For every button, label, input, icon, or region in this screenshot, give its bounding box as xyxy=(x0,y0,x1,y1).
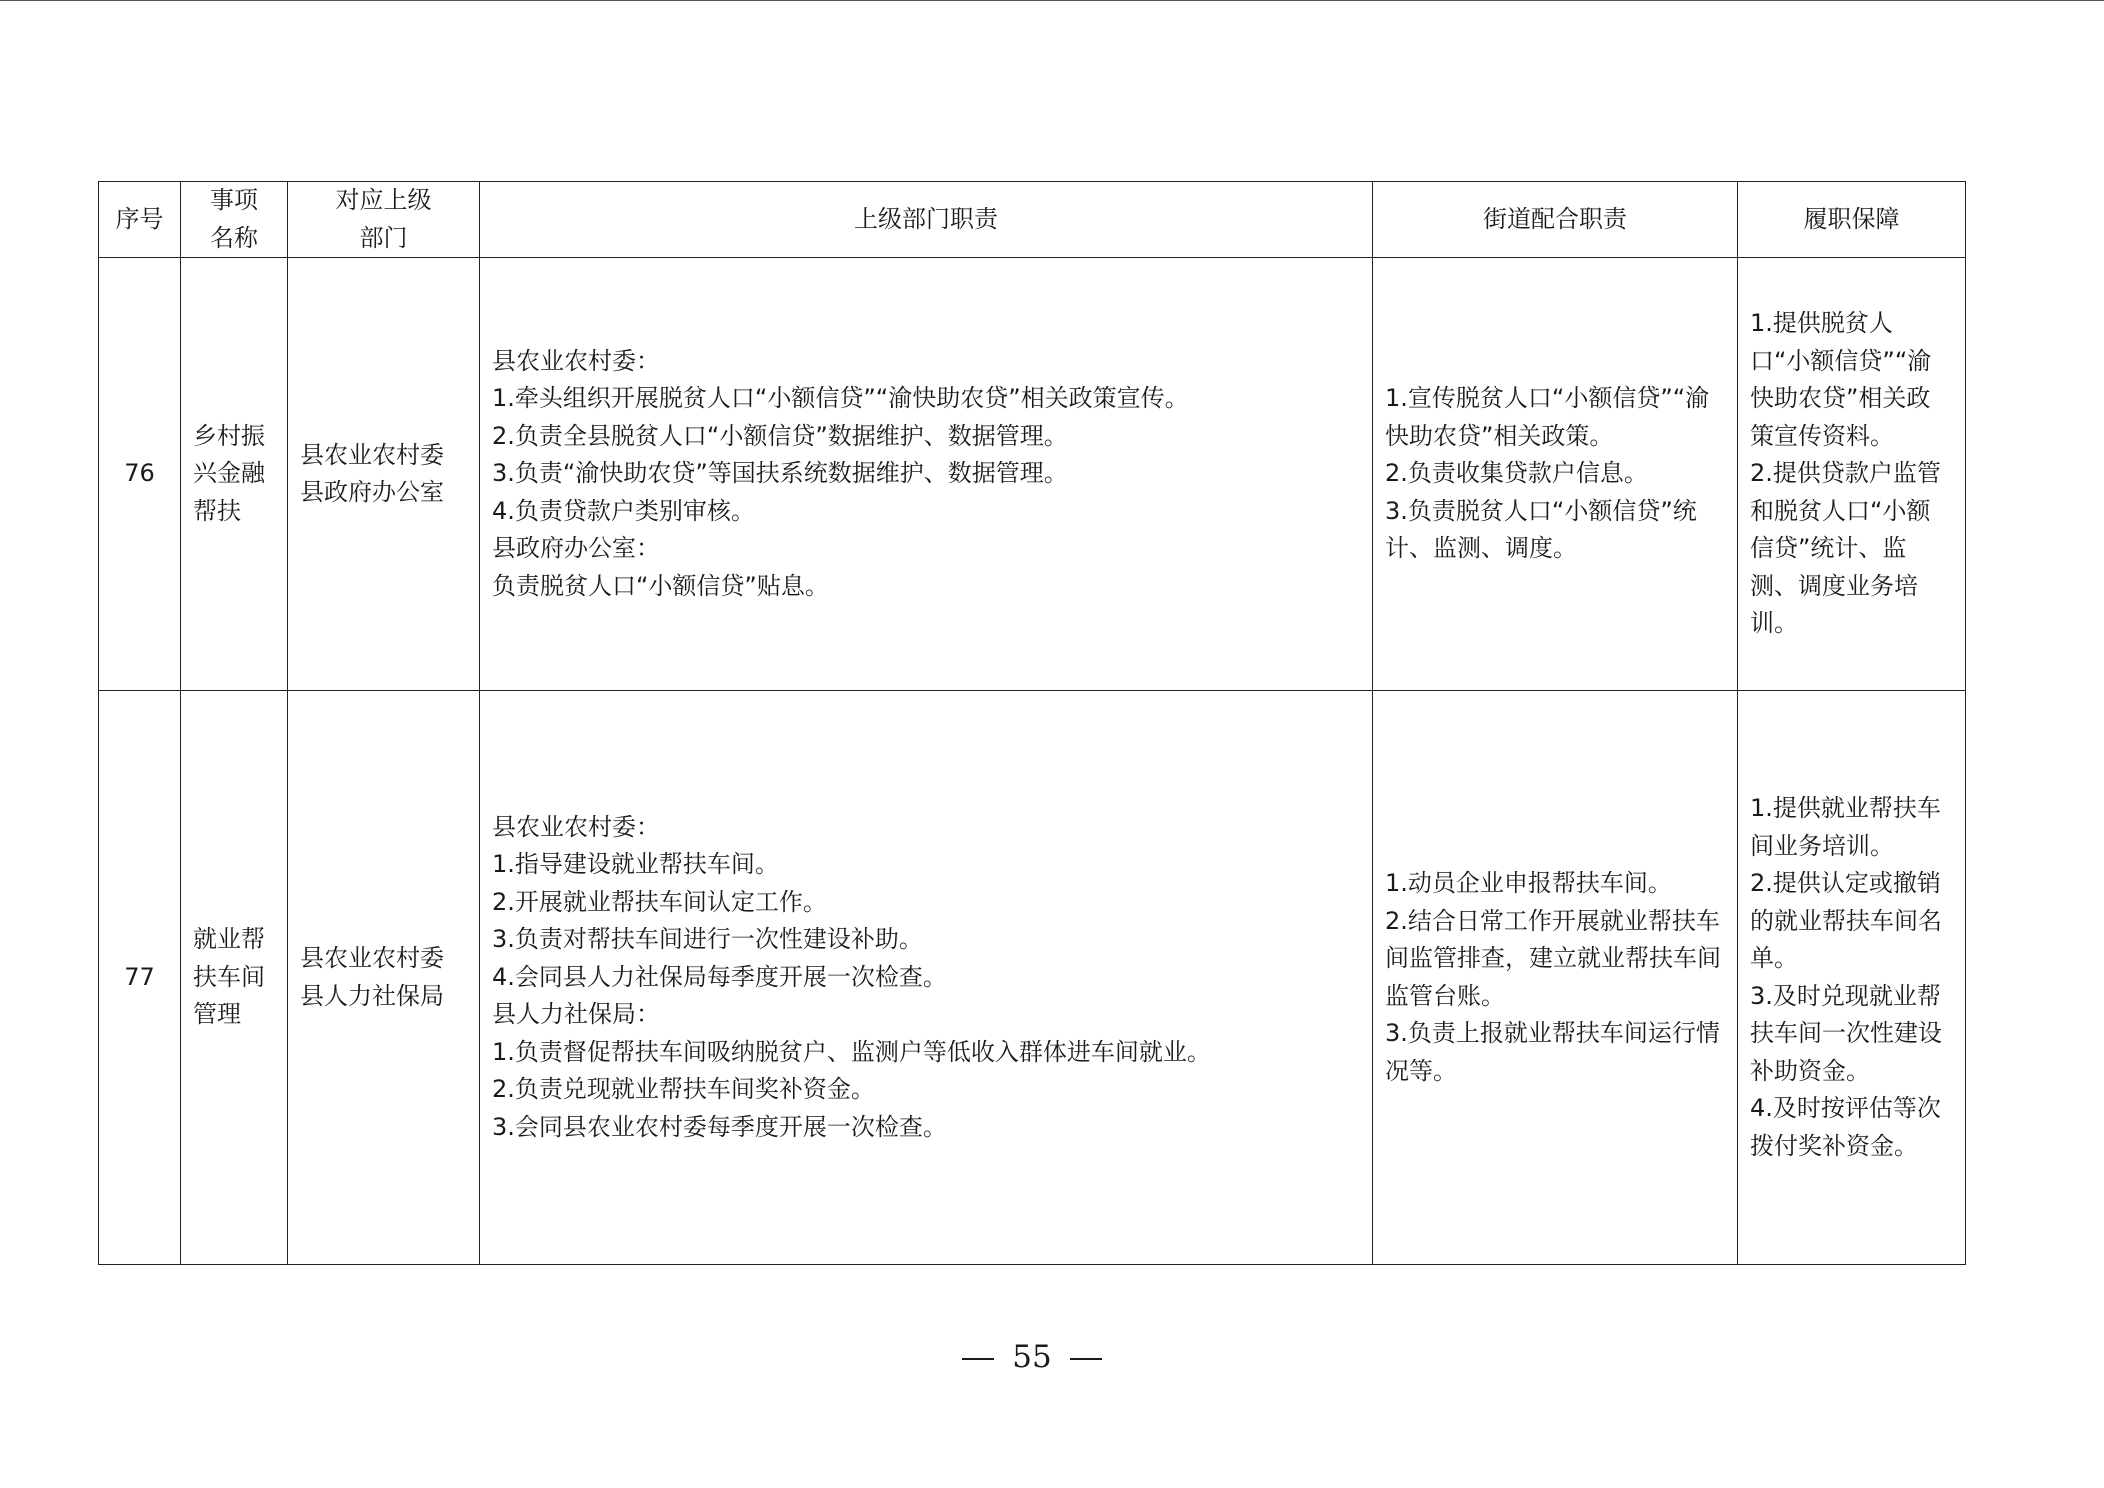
duty-line: 县人力社保局： xyxy=(492,1000,660,1029)
guarantee-line: 3.及时兑现就业帮扶车间一次性建设补助资金。 xyxy=(1750,981,1942,1085)
row-superior-duty xyxy=(480,258,1373,691)
row-guarantee xyxy=(1738,258,1966,691)
page-number-footer xyxy=(0,1339,2064,1375)
header-guarantee: 履职保障 xyxy=(1738,182,1966,258)
top-border-line xyxy=(0,0,2104,1)
street-duty-line: 1.动员企业申报帮扶车间。 xyxy=(1385,869,1672,897)
right-dash xyxy=(1070,1358,1102,1360)
row-dept xyxy=(288,258,480,691)
street-duty-line: 3.负责脱贫人口“小额信贷”统计、监测、调度。 xyxy=(1385,496,1697,563)
street-duty-line: 1.宣传脱贫人口“小额信贷”“渝快助农贷”相关政策。 xyxy=(1385,384,1710,450)
header-superior-duty: 上级部门职责 xyxy=(480,182,1373,258)
table-row xyxy=(99,691,1966,1265)
page-number: 55 xyxy=(1012,1339,1052,1375)
guarantee-line: 1.提供脱贫人口“小额信贷”“渝快助农贷”相关政策宣传资料。 xyxy=(1750,309,1932,450)
duty-line: 1.负责督促帮扶车间吸纳脱贫户、监测户等低收入群体进车间就业。 xyxy=(492,1037,1211,1066)
header-name: 事项名称 xyxy=(181,182,288,258)
row-street-duty xyxy=(1373,258,1738,691)
guarantee-line: 2.提供认定或撤销的就业帮扶车间名单。 xyxy=(1750,869,1942,972)
street-duty-line: 2.负责收集贷款户信息。 xyxy=(1385,459,1648,488)
guarantee-line: 4.及时按评估等次拨付奖补资金。 xyxy=(1750,1094,1941,1160)
row-dept xyxy=(288,691,480,1265)
duty-line: 2.负责全县脱贫人口“小额信贷”数据维护、数据管理。 xyxy=(492,421,1068,450)
duty-line: 县政府办公室： xyxy=(492,534,660,563)
duty-line: 2.负责兑现就业帮扶车间奖补资金。 xyxy=(492,1075,875,1104)
duty-line: 1.指导建设就业帮扶车间。 xyxy=(492,850,779,879)
row-name: 就业帮扶车间管理 xyxy=(181,691,288,1265)
duty-table xyxy=(98,181,1966,1265)
duty-line: 县农业农村委： xyxy=(492,346,660,375)
dept-line: 县农业农村委 xyxy=(300,440,444,469)
row-num: 77 xyxy=(99,691,181,1265)
duty-line: 4.会同县人力社保局每季度开展一次检查。 xyxy=(492,962,947,991)
street-duty-line: 3.负责上报就业帮扶车间运行情况等。 xyxy=(1385,1019,1720,1085)
guarantee-line: 2.提供贷款户监管和脱贫人口“小额信贷”统计、监测、调度业务培训。 xyxy=(1750,459,1941,638)
dept-line: 县政府办公室 xyxy=(300,478,444,506)
table-row xyxy=(99,258,1966,691)
guarantee-line: 1.提供就业帮扶车间业务培训。 xyxy=(1750,794,1941,860)
dept-line: 县人力社保局 xyxy=(300,981,444,1010)
row-num: 76 xyxy=(99,258,181,691)
dept-line: 县农业农村委 xyxy=(300,944,444,972)
duty-line: 县农业农村委： xyxy=(492,812,660,841)
duty-line: 2.开展就业帮扶车间认定工作。 xyxy=(492,887,827,916)
row-superior-duty xyxy=(480,691,1373,1265)
header-street-duty: 街道配合职责 xyxy=(1373,182,1738,258)
street-duty-line: 2.结合日常工作开展就业帮扶车间监管排查，建立就业帮扶车间监管台账。 xyxy=(1385,906,1721,1010)
left-dash xyxy=(962,1358,994,1360)
row-guarantee xyxy=(1738,691,1966,1265)
table-header-row xyxy=(99,182,1966,258)
duty-line: 3.负责“渝快助农贷”等国扶系统数据维护、数据管理。 xyxy=(492,459,1068,488)
duty-line: 4.负责贷款户类别审核。 xyxy=(492,496,755,525)
row-street-duty xyxy=(1373,691,1738,1265)
duty-line: 1.牵头组织开展脱贫人口“小额信贷”“渝快助农贷”相关政策宣传。 xyxy=(492,384,1189,413)
header-dept: 对应上级部门 xyxy=(288,182,480,258)
duty-line: 负责脱贫人口“小额信贷”贴息。 xyxy=(492,571,829,600)
duty-line: 3.负责对帮扶车间进行一次性建设补助。 xyxy=(492,925,923,954)
duty-line: 3.会同县农业农村委每季度开展一次检查。 xyxy=(492,1112,947,1141)
header-num: 序号 xyxy=(99,182,181,258)
row-name: 乡村振兴金融帮扶 xyxy=(181,258,288,691)
